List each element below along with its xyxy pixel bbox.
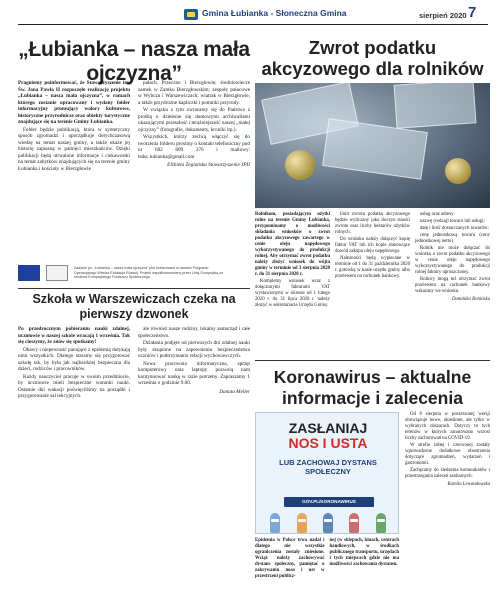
korona-signature: Kamila Lewandowska	[447, 482, 490, 487]
korona-lead-cont: nej (w sklepach, kinach, centrach handlowych, w środkach publicznego transportu, urzędach i tych miejscach gdzie nie ma możliwości zachowania dystansu.	[329, 538, 399, 567]
poster-line-1: ZASŁANIAJ	[288, 420, 368, 436]
szkola-col-2	[138, 326, 250, 401]
korona-paragraph: W strefie żółtej i czerwonej zostały wprowadzone dodatkowe obostrzenia dotyczące zgromadzeń, wydarzeń i gastronomii.	[405, 443, 490, 466]
publication-name: Gmina Łubianka - Słoneczna Gmina	[202, 8, 347, 18]
gmina-logo-icon	[184, 9, 198, 20]
szkola-signature: Danuta Meller	[219, 388, 250, 395]
zwrot-paragraph: Do wniosku należy dołączyć kopię faktur VAT lub ich kopie stanowiące dowód zakupu oleju napędowego.	[335, 237, 410, 254]
poster-headline	[256, 421, 400, 450]
zwrot-title: Zwrot podatku akcyzowego dla rolników	[255, 38, 490, 83]
person-icon	[376, 513, 386, 533]
zwrot-col-3	[415, 212, 490, 310]
poster-line-2: NOS I USTA	[288, 434, 368, 451]
szkola-col-1	[18, 326, 130, 401]
lubianka-title: „Łubianka – nasza mała ojczyzna”	[18, 38, 250, 85]
zwrot-paragraph: Rolnik nie może dołączać do wniosku o zwrot podatku akcyzowego w cenie oleju napędowego wykorzystywanego do produkcji rolnej faktury uproszczonej.	[415, 246, 490, 275]
section-divider	[255, 360, 490, 361]
right-column	[255, 30, 490, 605]
poster-url: GOV.PL/KORONAWIRUS	[284, 497, 374, 507]
korona-col-right	[405, 412, 490, 489]
szkola-body	[18, 326, 250, 401]
szkola-paragraph: Działania podjęte od pierwszych dni zdalnej nauki były skupione na zapewnieniu bezpieczeństwa uczniów i podtrzymaniu relacji wychowawczych.	[138, 340, 250, 359]
korona-paragraph: Od 8 sierpnia w poszerzonej wersji obowiązuje nowe, określone, ale tylko w wybranych obszarach. Dotyczy to tych terenów w których zanotowano wzrost liczby zachorowań na COVID-19.	[405, 412, 490, 441]
zwrot-paragraph: limit zwrotu podatku akcyzowego będzie wyliczany jako iloczyn stawki zwrotu oraz liczby hektarów użytków rolnych.	[335, 212, 410, 235]
person-icon	[297, 513, 307, 533]
zwrot-col-2	[335, 212, 410, 310]
issue-date: sierpień 2020	[419, 11, 467, 20]
szkola-paragraph: Obawy i niepewność panujące z epidemią dotykają nimi wszystkich. Dlatego staramy się przygotować szkołę tak, by była jak najbardziej bezpieczna dla dzieci, rodziców i pracowników.	[18, 346, 130, 372]
zwrot-lead: Rolnikom, posiadającym użytki rolne na terenie Gminy Łubianka, przypominamy o możliwości składania wniosków o zwrot podatku akcyzowego zawartego w cenie oleju napędowego wykorzystywanego do produkcji rolnej. Aby otrzymać zwrot podatku należy złożyć wniosek do wójta gminy w terminie od 3 sierpnia 2020 r. do 31 sierpnia 2020 r.	[255, 212, 330, 277]
zwrot-col-1	[255, 212, 330, 310]
zwrot-paragraph: nazwę (rodzaj) towaru lub usługi;	[420, 219, 485, 224]
header-rule	[18, 24, 488, 25]
zwrot-paragraph: Należności będą wypłacane w terminie od 1 do 31 października 2020 r. gotówką w kasie urzędu gminy albo przelewem na rachunek bankowy.	[335, 256, 410, 279]
zwrot-banner	[255, 30, 490, 208]
zwrot-signature: Dominika Bonińska	[452, 297, 490, 302]
szkola-lead: Po przedrocznym pobieraniu nauki zdalnej, uczniowie w naszej szkole wracają 1 września. Tak się cieszymy, że znów się spotkamy!	[18, 326, 130, 345]
lubianka-paragraph: pałach, Przeczno i Bierzgłowie; średniowiecze zamek w Zamku Bierzgłowskim; zespoły pałacowe w Wybczu i Warszewiczach; wiatrak w Bierzgłowie, a także przydrożne kapliczki i pomniki przyrody.	[138, 80, 250, 106]
szkola-paragraph: Każdy nauczyciel pracuje w swoim przedmiocie, by uczniowie mieli bezpieczne warunki nauki. Ostatnie dni wakacji poświęciliśmy na porządki i przygotowanie sal lekcyjnych.	[18, 373, 130, 399]
korona-lead: Epidemia w Polsce trwa nadal i dlatego nie wszystkie ograniczenia zostały zniesione. Wciąż należy zachowywać dystans społeczny, pamiętać o zakrywaniu nosa i ust w przestrzeni publicz-	[255, 538, 325, 579]
lubianka-col-2	[138, 80, 250, 173]
lubianka-lead: Pragniemy poinformować, że Stowarzyszenie im. Św. Jana Pawła II rozpoczęło realizację projektu „Łubianka – nasza mała ojczyzna”, w ramach którego zostanie opracowany i wydany folder informacyjny promujący walory kulturowe, historyczne przyrodnicze oraz obiekty turystyczne znajdujące się na terenie Gminy Łubianka.	[18, 80, 130, 125]
korona-body	[255, 538, 399, 581]
korona-paragraph: Zachęcamy do śledzenia komunikatów i przestrzegania zaleceń sanitarnych.	[405, 468, 490, 479]
lubianka-signature: Elżbieta Zegiańska Stowarzyszenie JPII	[167, 162, 250, 168]
page-number: 7	[468, 4, 477, 21]
zwrot-body	[255, 212, 490, 310]
korona-title: Koronawirus – aktualne informacje i zalecenia	[273, 367, 472, 408]
person-icon	[323, 513, 333, 533]
covid-poster	[255, 412, 399, 534]
lubianka-col-1	[18, 80, 130, 173]
szkola-paragraph: ale również nasze rodziny, lokalny samorząd i całe społeczeństwo.	[138, 326, 250, 339]
funding-note: Zadanie pn. „Łubianka – nasza mała ojczyzna” jest realizowane w ramach Programu Operacyjnego Wiedza Edukacja Rozwój. Projekt współfinansowany przez Unię Europejską ze środków Europejskiego Funduszu Społecznego.	[74, 266, 224, 280]
leader-logo-icon	[46, 265, 68, 281]
zwrot-paragraph: Rolnicy mogą też otrzymać zwrot przelewem na rachunek bankowy wskazany we wniosku.	[415, 277, 490, 294]
lubianka-paragraph: W związku z tym zwracamy się do Państwa z prośbą o dzielenie się domowymi archiwaliami ukazującymi przeszłość i teraźniejszość naszej „małej ojczyzny” (fotografie, dokumenty, kroniki itp.).	[138, 107, 250, 133]
page-header	[0, 0, 500, 30]
szkola-paragraph: Nowa pracownia informatyczna, sprzęt komputerowy oraz laptopy pozwolą nam kontynuować naukę w razie potrzeby. Zapraszamy 1 września o godzinie 9.00.	[138, 360, 250, 386]
person-icon	[349, 513, 359, 533]
lubianka-paragraph: Wszystkich, którzy zechcą włączyć się do tworzenia folderu prosimy o kontakt telefoniczny pod nr 602 809 376 i mailowy: tsdsc.lubianka@gmail.com	[138, 134, 250, 160]
zwrot-paragraph: Kompletny wniosek wraz z dołączonymi fakturami VAT wystawionymi w okresie od 1 lutego 2020 r. do 31 lipca 2020 r. należy złożyć w sekretariacie Urzędu Gminy.	[255, 279, 330, 308]
masked-people-illustration	[262, 509, 394, 533]
funding-logos	[18, 262, 250, 284]
szkola-title: Szkoła w Warszewiczach czeka na pierwszy dzwonek	[32, 292, 236, 321]
poster-subline: LUB ZACHOWAJ DYSTANS SPOŁECZNY	[279, 458, 377, 476]
left-column	[18, 30, 250, 605]
lubianka-body	[18, 80, 250, 173]
section-divider	[18, 288, 250, 289]
person-icon	[270, 513, 280, 533]
lubianka-paragraph: Folder będzie publikacją, która w syntetyczny sposób zgromadzi i uporządkuje dotychczasową wiedzę na temat naszej gminy, a także ukaże jej historię zapisaną w pamięci mieszkańców. Dzięki publikacji będą utrwalone informacje i ciekawostki na temat zabytków znajdujących się na terenie gminy Łubianka i kościoły w Bierzgłowie	[18, 126, 130, 172]
zwrot-paragraph: cenę jednostkową towaru (ceny jednostkowej netto).	[415, 233, 490, 244]
banknotes-image	[255, 70, 490, 208]
zwrot-paragraph: usług oraz adresy:	[420, 212, 455, 217]
zwrot-paragraph: datę i ilość dostarczanych towarów;	[420, 226, 489, 231]
eu-flag-icon	[18, 265, 40, 281]
